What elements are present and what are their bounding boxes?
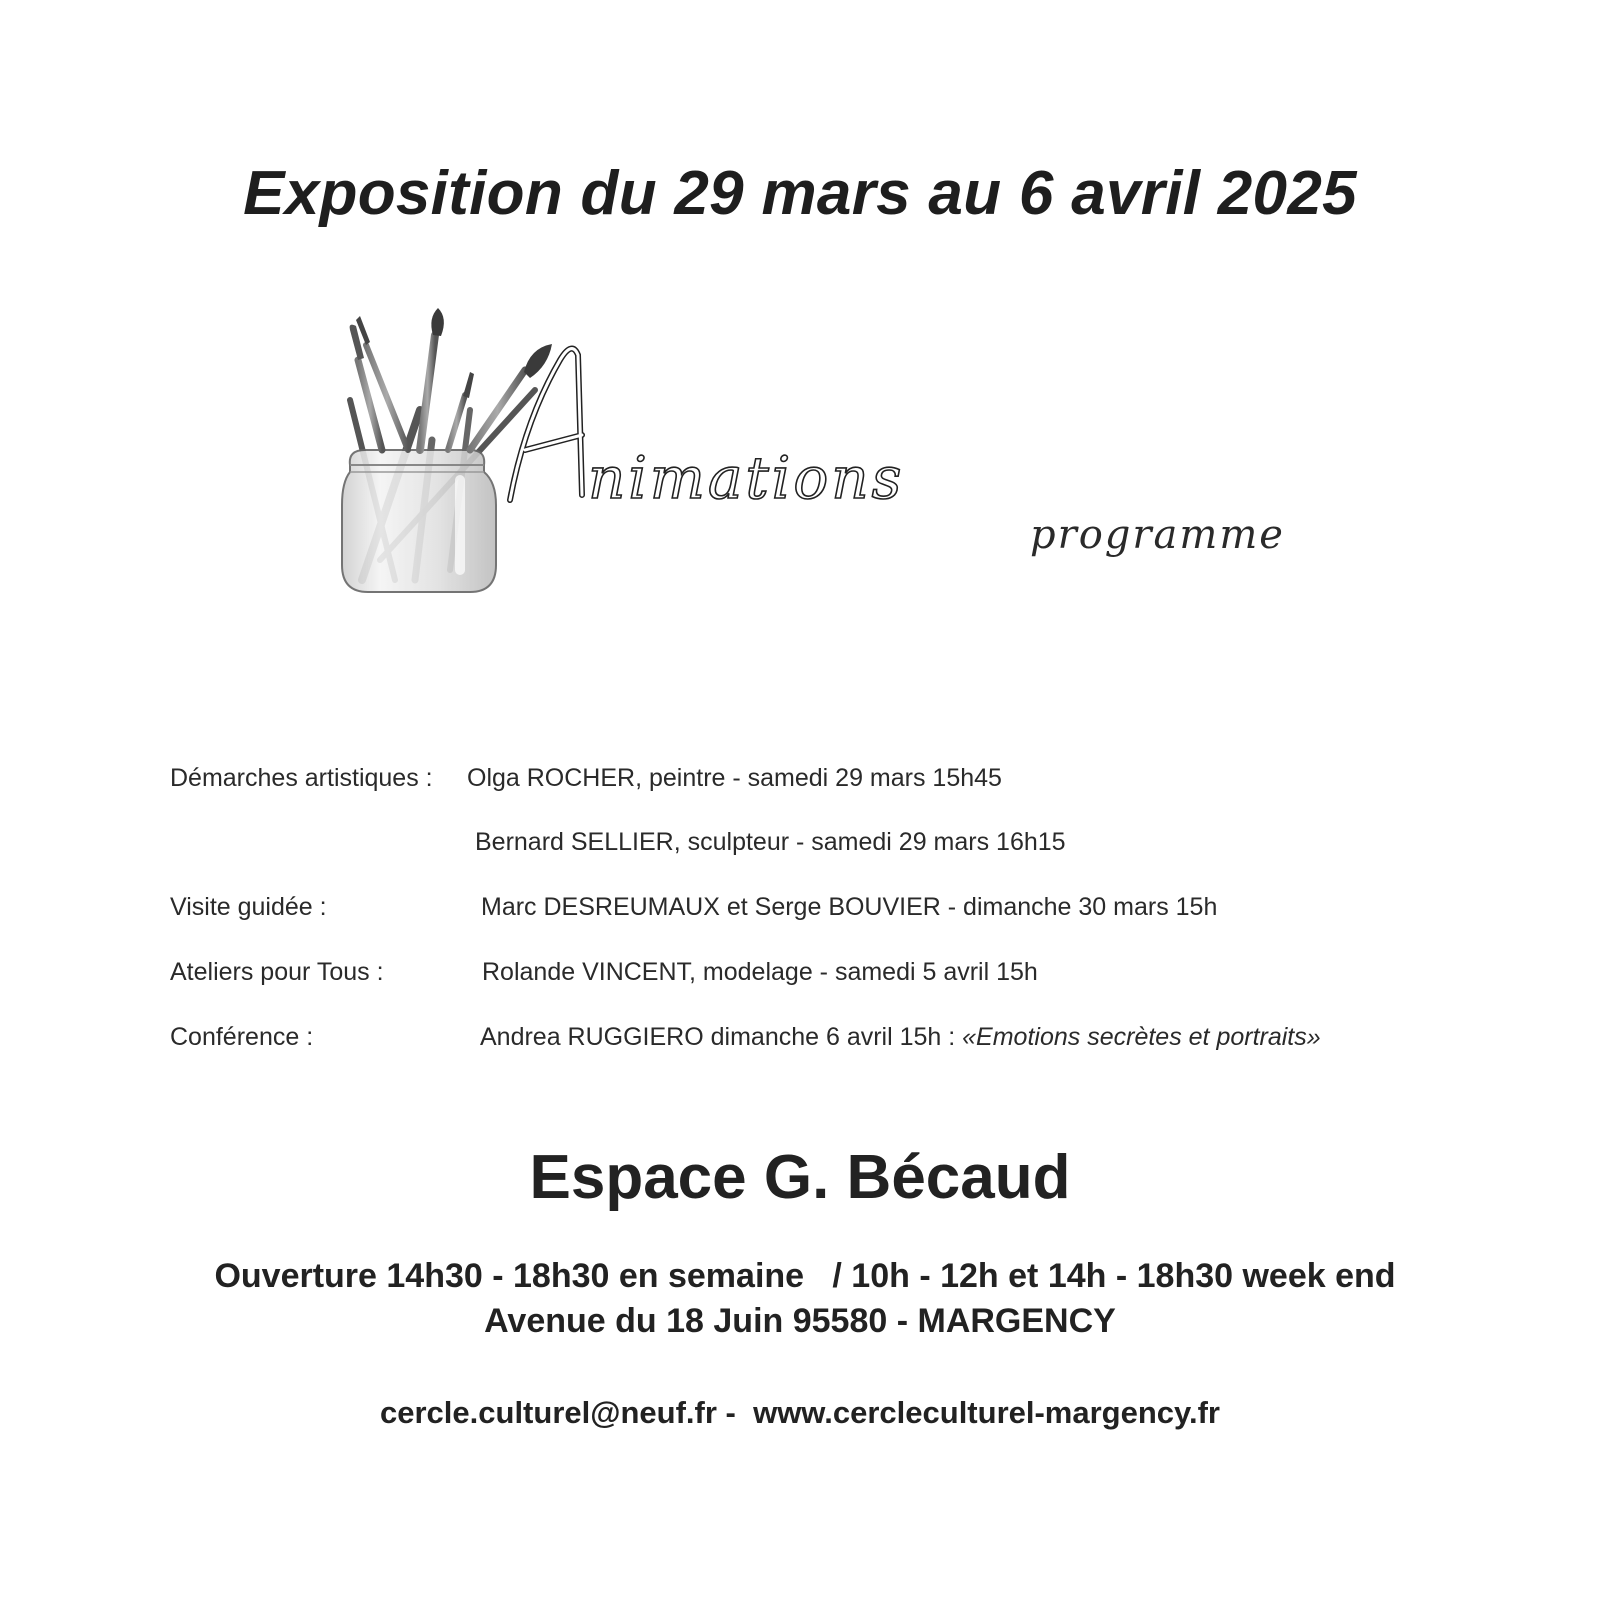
schedule-row bbox=[0, 764, 1600, 804]
schedule-row bbox=[0, 893, 1600, 933]
opening-hours: Ouverture 14h30 - 18h30 en semaine / 10h - 12h et 14h - 18h30 week end bbox=[214, 1257, 1396, 1295]
schedule-row bbox=[0, 1023, 1600, 1063]
schedule-label: Conférence : bbox=[170, 1023, 314, 1051]
logo-word: nimations bbox=[588, 444, 905, 512]
schedule-text: Bernard SELLIER, sculpteur - samedi 29 mars 16h15 bbox=[475, 828, 1066, 856]
schedule-text bbox=[480, 1023, 1321, 1052]
contact-separator: - bbox=[716, 1395, 754, 1430]
venue-name: Espace G. Bécaud bbox=[529, 1143, 1071, 1212]
website-link[interactable]: www.cercleculturel-margency.fr bbox=[753, 1395, 1220, 1430]
schedule-text: Rolande VINCENT, modelage - samedi 5 avril 15h bbox=[482, 958, 1038, 986]
paint-brushes-jar-icon bbox=[320, 300, 1000, 630]
venue-address: Avenue du 18 Juin 95580 - MARGENCY bbox=[484, 1302, 1116, 1340]
schedule-row bbox=[0, 958, 1600, 998]
schedule-label: Ateliers pour Tous : bbox=[170, 958, 384, 986]
contact-line bbox=[0, 1395, 1600, 1431]
schedule-row bbox=[0, 828, 1600, 868]
schedule-label: Visite guidée : bbox=[170, 893, 327, 921]
email-link[interactable]: cercle.culturel@neuf.fr bbox=[380, 1395, 717, 1430]
schedule-label: Démarches artistiques : bbox=[170, 764, 433, 792]
exhibition-title: Exposition du 29 mars au 6 avril 2025 bbox=[243, 159, 1357, 228]
schedule-text: Marc DESREUMAUX et Serge BOUVIER - dimanche 30 mars 15h bbox=[481, 893, 1218, 921]
conference-title: «Emotions secrètes et portraits» bbox=[962, 1023, 1321, 1051]
programme-subtitle: programme bbox=[1030, 512, 1285, 558]
schedule-text: Olga ROCHER, peintre - samedi 29 mars 15h45 bbox=[467, 764, 1002, 792]
conference-details: Andrea RUGGIERO dimanche 6 avril 15h : bbox=[480, 1023, 963, 1051]
